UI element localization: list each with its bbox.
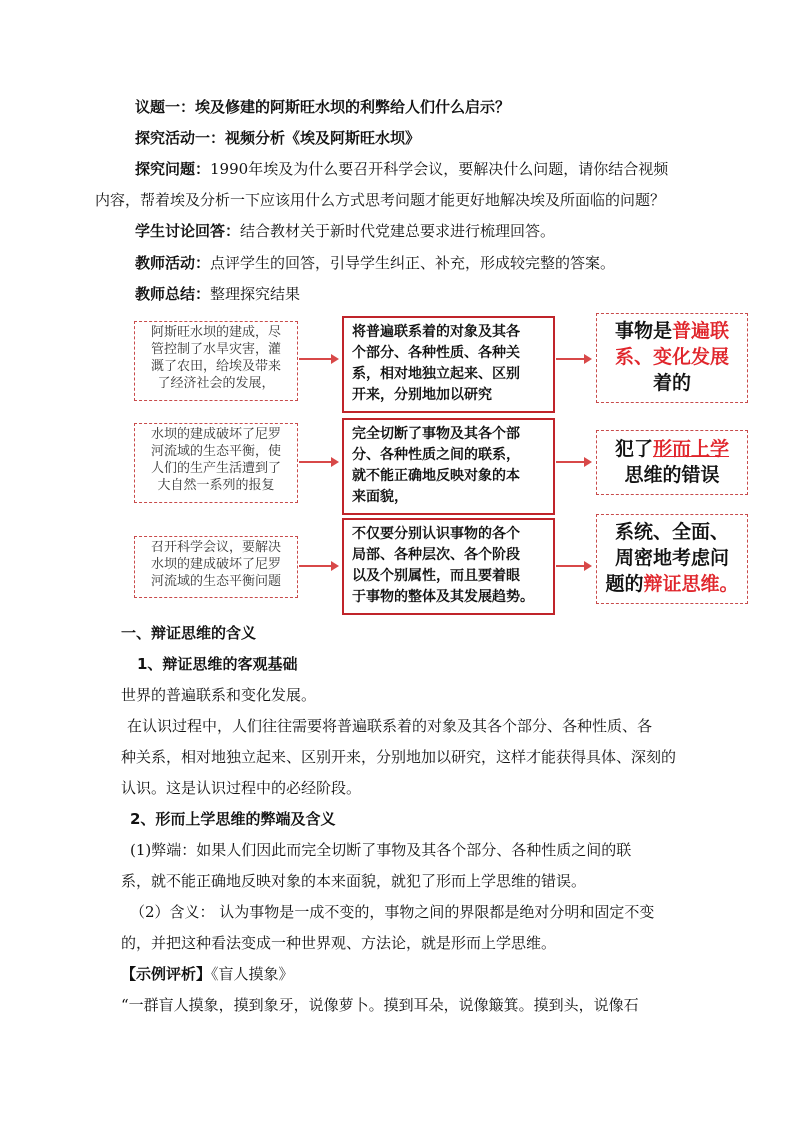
activity-title: 探究活动一：视频分析《埃及阿斯旺水坝》	[135, 129, 421, 147]
teacher-summary-text: 整理探究结果	[210, 285, 301, 303]
diagram-left-box-3	[134, 536, 298, 598]
diagram-left-box-2	[134, 423, 298, 503]
middle-box-2-line: 来面貌，	[352, 489, 408, 505]
paragraph-line: 系，就不能正确地反映对象的本来面貌，就犯了形而上学思维的错误。	[121, 872, 587, 890]
topic-title: 议题一：埃及修建的阿斯旺水坝的利弊给人们什么启示？	[135, 98, 511, 116]
middle-box-2-line: 就不能正确地反映对象的本	[352, 468, 520, 484]
right-box-1-highlight: 普遍联	[672, 320, 730, 342]
arrow-right-icon	[556, 461, 590, 463]
middle-box-1-line: 将普遍联系着的对象及其各	[352, 324, 520, 340]
right-box-3-text: 周密地考虑问	[614, 547, 729, 569]
right-box-1-highlight: 系、变化发展	[614, 346, 729, 368]
middle-box-1-line: 个部分、各种性质、各种关	[352, 345, 520, 361]
middle-box-3-line: 于事物的整体及其发展趋势。	[352, 589, 534, 605]
diagram-middle-box-1	[342, 316, 555, 413]
arrow-right-icon	[299, 565, 337, 567]
left-box-1-line: 阿斯旺水坝的建成，尽	[150, 325, 281, 340]
right-box-2-text: 犯了	[614, 438, 653, 460]
subsection-heading-1: 1、辩证思维的客观基础	[137, 655, 298, 673]
middle-box-1-line: 系，相对地独立起来、区别	[352, 366, 520, 382]
paragraph-line: 认识。这是认识过程中的必经阶段。	[121, 779, 362, 797]
paragraph-line: 世界的普遍联系和变化发展。	[121, 686, 317, 704]
right-box-1-text: 事物是	[614, 320, 672, 342]
quote-line: “一群盲人摸象，摸到象牙，说像萝卜。摸到耳朵，说像簸箕。摸到头，说像石	[121, 996, 639, 1014]
left-box-2-line: 河流域的生态平衡，使	[150, 444, 281, 459]
left-box-1-line: 溉了农田，给埃及带来	[150, 359, 281, 374]
example-label: 【示例评析】	[121, 965, 212, 983]
example-heading	[121, 964, 294, 984]
middle-box-3-line: 局部、各种层次、各个阶段	[352, 547, 520, 563]
paragraph-line: 种关系，相对地独立起来、区别开来，分别地加以研究，这样才能获得具体、深刻的	[121, 748, 677, 766]
question-label: 探究问题：	[135, 160, 211, 178]
teacher-activity-text: 点评学生的回答，引导学生纠正、补充，形成较完整的答案。	[210, 254, 616, 272]
diagram-right-box-1	[596, 313, 748, 403]
left-box-3-line: 水坝的建成破坏了尼罗	[150, 557, 281, 572]
diagram-right-box-2	[596, 430, 748, 495]
middle-box-2-line: 分、各种性质之间的联系，	[352, 447, 520, 463]
left-box-2-line: 大自然一系列的报复	[157, 478, 275, 493]
teacher-summary-label: 教师总结：	[135, 285, 211, 303]
arrow-right-icon	[299, 358, 337, 360]
paragraph-line: （2）含义： 认为事物是一成不变的，事物之间的界限都是绝对分明和固定不变	[130, 903, 655, 921]
right-box-3-text: 系统、全面、	[614, 521, 729, 543]
diagram-middle-box-2	[342, 418, 555, 515]
right-box-3-highlight: 辩证思维。	[643, 573, 739, 595]
teacher-summary-line	[135, 284, 300, 304]
diagram-left-box-1	[134, 321, 298, 401]
left-box-2-line: 水坝的建成破坏了尼罗	[150, 427, 281, 442]
diagram-right-box-3	[596, 514, 748, 604]
arrow-right-icon	[556, 565, 590, 567]
paragraph-line: (1)弊端：如果人们因此而完全切断了事物及其各个部分、各种性质之间的联	[130, 841, 632, 859]
teacher-activity-label: 教师活动：	[135, 254, 211, 272]
arrow-right-icon	[299, 461, 337, 463]
diagram-middle-box-3	[342, 518, 555, 615]
paragraph-line: 的，并把这种看法变成一种世界观、方法论，就是形而上学思维。	[121, 934, 557, 952]
middle-box-2-line: 完全切断了事物及其各个部	[352, 426, 520, 442]
left-box-2-line: 人们的生产生活遭到了	[150, 461, 281, 476]
discussion-text: 结合教材关于新时代党建总要求进行梳理回答。	[240, 222, 556, 240]
left-box-3-line: 召开科学会议，要解决	[150, 540, 281, 555]
paragraph-line: 在认识过程中，人们往往需要将普遍联系着的对象及其各个部分、各种性质、各	[127, 717, 653, 735]
middle-box-3-line: 不仅要分别认识事物的各个	[352, 526, 520, 542]
discussion-label: 学生讨论回答：	[135, 222, 241, 240]
left-box-3-line: 河流域的生态平衡问题	[150, 574, 281, 589]
right-box-2-highlight: 形而上学	[653, 438, 730, 460]
middle-box-1-line: 开来，分别地加以研究	[352, 387, 492, 403]
right-box-1-text: 着的	[652, 372, 691, 394]
question-text-1: 1990年埃及为什么要召开科学会议，要解决什么问题，请你结合视频	[210, 160, 669, 178]
left-box-1-line: 了经济社会的发展，	[157, 376, 275, 391]
teacher-activity-line	[135, 253, 615, 273]
right-box-3-text: 题的	[605, 573, 644, 595]
arrow-right-icon	[556, 358, 590, 360]
discussion-line	[135, 221, 555, 241]
right-box-2-text: 思维的错误	[624, 464, 720, 486]
middle-box-3-line: 以及个别属性，而且要着眼	[352, 568, 520, 584]
example-title: 《盲人摸象》	[211, 965, 294, 983]
question-line-2: 内容，帮着埃及分析一下应该用什么方式思考问题才能更好地解决埃及所面临的问题？	[95, 191, 666, 209]
subsection-heading-2: 2、形而上学思维的弊端及含义	[130, 810, 336, 828]
question-line-1	[135, 159, 668, 179]
section-heading-1: 一、辩证思维的含义	[121, 624, 257, 642]
left-box-1-line: 管控制了水旱灾害，灌	[150, 342, 281, 357]
